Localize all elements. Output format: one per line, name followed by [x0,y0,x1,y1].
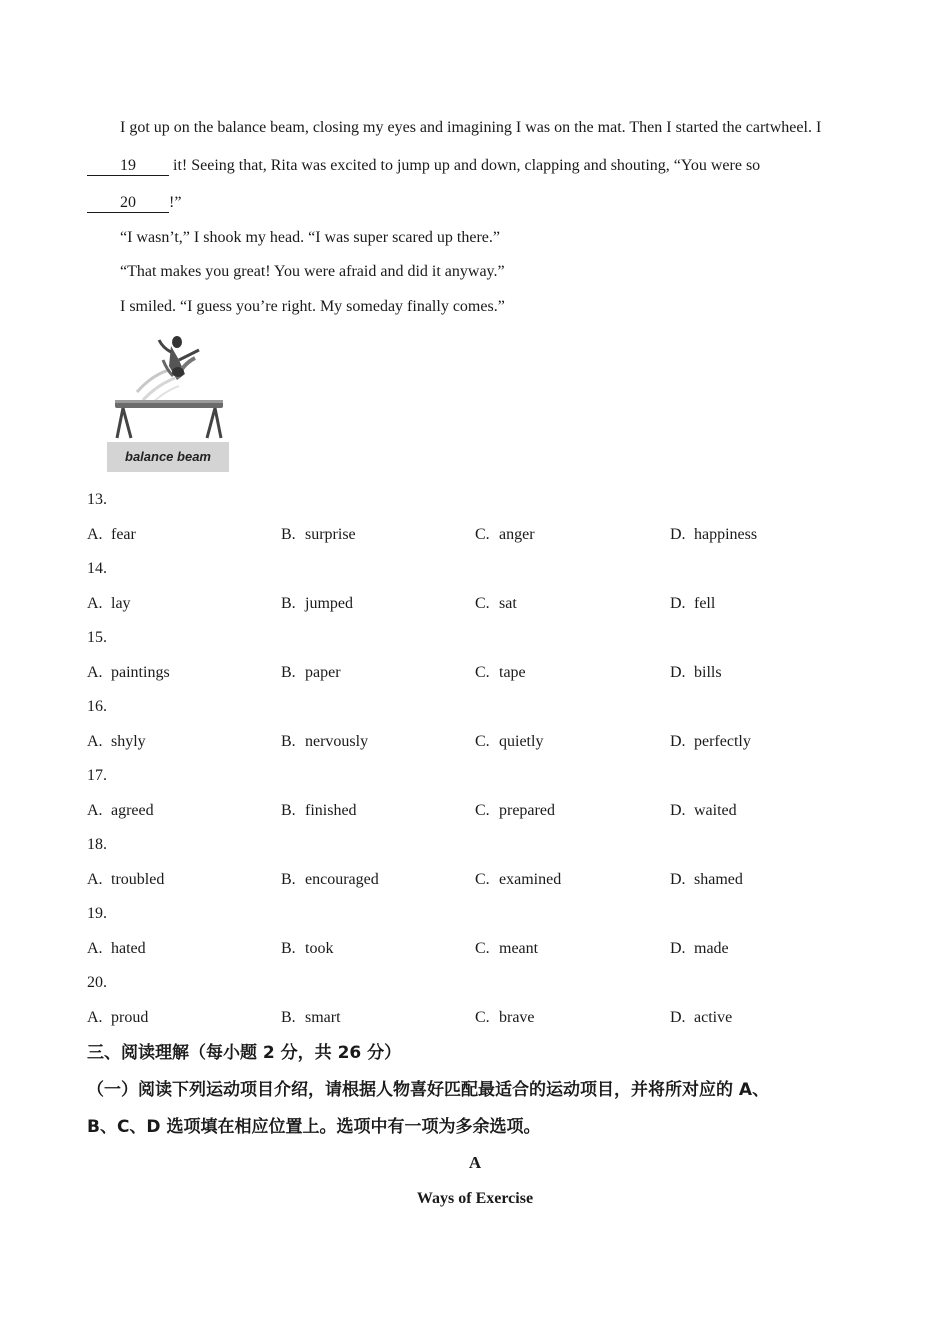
option-letter: B. [281,871,296,888]
option-letter: B. [281,940,296,957]
option-letter: C. [475,526,490,543]
option-letter: A. [87,940,103,957]
option-text: lay [111,595,131,612]
question-number: 13. [87,491,107,508]
answer-option[interactable] [281,870,379,890]
answer-option[interactable] [475,663,526,683]
option-text: examined [499,871,562,888]
answer-option[interactable] [87,801,154,821]
option-letter: D. [670,1009,686,1026]
answer-option[interactable] [670,732,751,752]
option-text: made [694,940,729,957]
option-text: shyly [111,733,146,750]
answer-option[interactable] [87,1008,148,1028]
option-letter: D. [670,871,686,888]
figure-caption: balance beam [125,449,211,464]
option-letter: D. [670,802,686,819]
option-letter: A. [87,526,103,543]
answer-option[interactable] [670,1008,732,1028]
answer-option[interactable] [281,594,353,614]
option-text: happiness [694,526,758,543]
option-text: perfectly [694,733,751,750]
option-letter: B. [281,733,296,750]
option-letter: D. [670,526,686,543]
option-letter: A. [87,595,103,612]
option-letter: C. [475,733,490,750]
question-number: 17. [87,767,107,784]
article-title: Ways of Exercise [416,1190,534,1207]
answer-option[interactable] [475,1008,535,1028]
blank-20: 20 [87,194,169,213]
passage-text: !” [169,194,182,211]
option-letter: B. [281,526,296,543]
option-letter: A. [87,802,103,819]
passage-paragraph-2: “I wasn’t,” I shook my head. “I was super scared up there.” [120,229,501,246]
answer-option[interactable] [281,663,341,683]
option-letter: B. [281,802,296,819]
answer-option[interactable] [670,801,737,821]
option-text: sat [499,595,517,612]
passage-paragraph-1-line-3 [87,193,181,213]
option-text: meant [499,940,539,957]
answer-option[interactable] [475,939,538,959]
answer-option[interactable] [281,801,357,821]
option-text: fell [694,595,716,612]
section-heading: 三、阅读理解（每小题 2 分，共 26 分） [87,1043,402,1063]
answer-option[interactable] [670,594,715,614]
question-number: 16. [87,698,107,715]
option-text: agreed [111,802,154,819]
option-text: encouraged [305,871,379,888]
answer-option[interactable] [475,732,543,752]
option-letter: D. [670,664,686,681]
option-text: jumped [305,595,353,612]
option-text: took [305,940,334,957]
answer-option[interactable] [281,732,368,752]
option-text: hated [111,940,146,957]
passage-paragraph-1-line-1: I got up on the balance beam, closing my eyes and imagining I was on the mat. Then I started the cartwheel. I [120,119,822,136]
answer-option[interactable] [281,525,356,545]
option-letter: B. [281,664,296,681]
answer-option[interactable] [87,939,146,959]
section-instruction-line-2: B、C、D 选项填在相应位置上。选项中有一项为多余选项。 [87,1117,541,1137]
option-text: finished [305,802,357,819]
option-letter: C. [475,1009,490,1026]
answer-option[interactable] [670,663,722,683]
option-letter: D. [670,733,686,750]
option-letter: C. [475,664,490,681]
answer-option[interactable] [670,525,757,545]
part-label: A [468,1153,482,1172]
option-letter: A. [87,871,103,888]
option-text: nervously [305,733,369,750]
option-letter: B. [281,595,296,612]
passage-text: it! Seeing that, Rita was excited to jump up and down, clapping and shouting, “You were so [169,157,761,174]
section-instruction-line-1: （一）阅读下列运动项目介绍，请根据人物喜好匹配最适合的运动项目，并将所对应的 A、 [87,1080,770,1100]
option-text: quietly [499,733,544,750]
answer-option[interactable] [475,870,561,890]
answer-option[interactable] [475,801,555,821]
option-letter: D. [670,595,686,612]
option-letter: A. [87,733,103,750]
option-text: prepared [499,802,555,819]
option-text: smart [305,1009,341,1026]
answer-option[interactable] [87,525,136,545]
option-text: waited [694,802,737,819]
option-text: shamed [694,871,743,888]
option-text: fear [111,526,136,543]
answer-option[interactable] [475,594,517,614]
option-text: active [694,1009,733,1026]
answer-option[interactable] [475,525,535,545]
option-text: paper [305,664,341,681]
blank-19: 19 [87,157,169,176]
option-letter: B. [281,1009,296,1026]
option-text: proud [111,1009,149,1026]
answer-option[interactable] [87,594,131,614]
option-text: paintings [111,664,170,681]
option-letter: C. [475,802,490,819]
question-number: 14. [87,560,107,577]
balance-beam-figure [107,330,229,472]
option-letter: C. [475,940,490,957]
option-text: brave [499,1009,535,1026]
option-letter: D. [670,940,686,957]
option-letter: A. [87,664,103,681]
option-text: surprise [305,526,356,543]
answer-option[interactable] [281,1008,341,1028]
option-text: bills [694,664,722,681]
option-letter: A. [87,1009,103,1026]
question-number: 19. [87,905,107,922]
option-letter: C. [475,871,490,888]
question-number: 18. [87,836,107,853]
option-text: tape [499,664,526,681]
question-number: 20. [87,974,107,991]
answer-option[interactable] [87,732,146,752]
question-number: 15. [87,629,107,646]
passage-paragraph-1-line-2 [87,156,760,176]
answer-option[interactable] [87,663,170,683]
option-text: troubled [111,871,165,888]
answer-option[interactable] [670,870,743,890]
answer-option[interactable] [87,870,164,890]
option-text: anger [499,526,535,543]
passage-paragraph-3: “That makes you great! You were afraid and did it anyway.” [120,263,505,280]
answer-option[interactable] [281,939,333,959]
passage-paragraph-4: I smiled. “I guess you’re right. My someday finally comes.” [120,298,505,315]
answer-option[interactable] [670,939,729,959]
option-letter: C. [475,595,490,612]
